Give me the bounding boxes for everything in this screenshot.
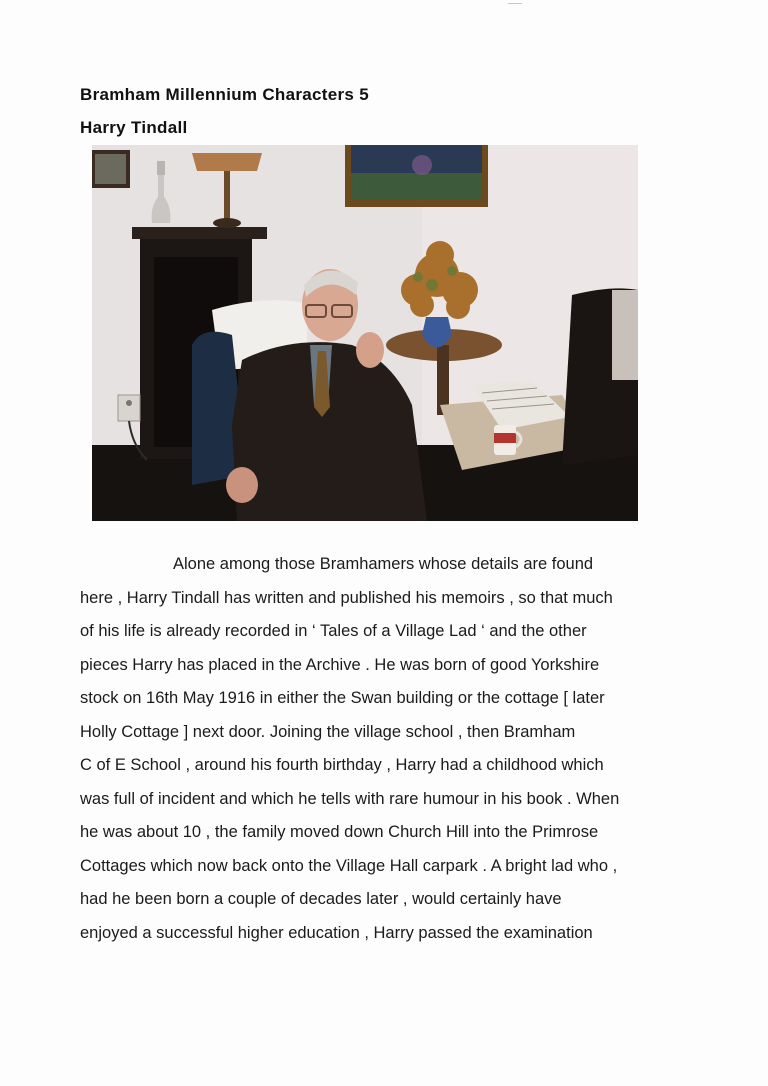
scan-artifact: [508, 0, 522, 4]
body-line: stock on 16th May 1916 in either the Swan building or the cottage [ later: [80, 689, 605, 707]
body-line: of his life is already recorded in ‘ Tales of a Village Lad ‘ and the other: [80, 622, 587, 640]
body-line: enjoyed a successful higher education , Harry passed the examination: [80, 923, 593, 942]
body-line: was full of incident and which he tells with rare humour in his book . When: [80, 789, 620, 808]
document-subtitle: Harry Tindall: [80, 118, 188, 137]
body-text: [80, 548, 680, 950]
portrait-photo: [92, 145, 638, 521]
body-line: pieces Harry has placed in the Archive . He was born of good Yorkshire: [80, 655, 600, 674]
body-line: Alone among those Bramhamers whose details are found: [173, 555, 594, 573]
body-line: had he been born a couple of decades later , would certainly have: [80, 890, 562, 908]
body-line: here , Harry Tindall has written and published his memoirs , so that much: [80, 588, 613, 607]
document-title: Bramham Millennium Characters 5: [80, 85, 369, 104]
body-line: he was about 10 , the family moved down Church Hill into the Primrose: [80, 823, 599, 841]
body-line: Cottages which now back onto the Village Hall carpark . A bright lad who ,: [80, 856, 618, 875]
body-line: Holly Cottage ] next door. Joining the village school , then Bramham: [80, 722, 576, 741]
body-line: C of E School , around his fourth birthday , Harry had a childhood which: [80, 756, 604, 774]
